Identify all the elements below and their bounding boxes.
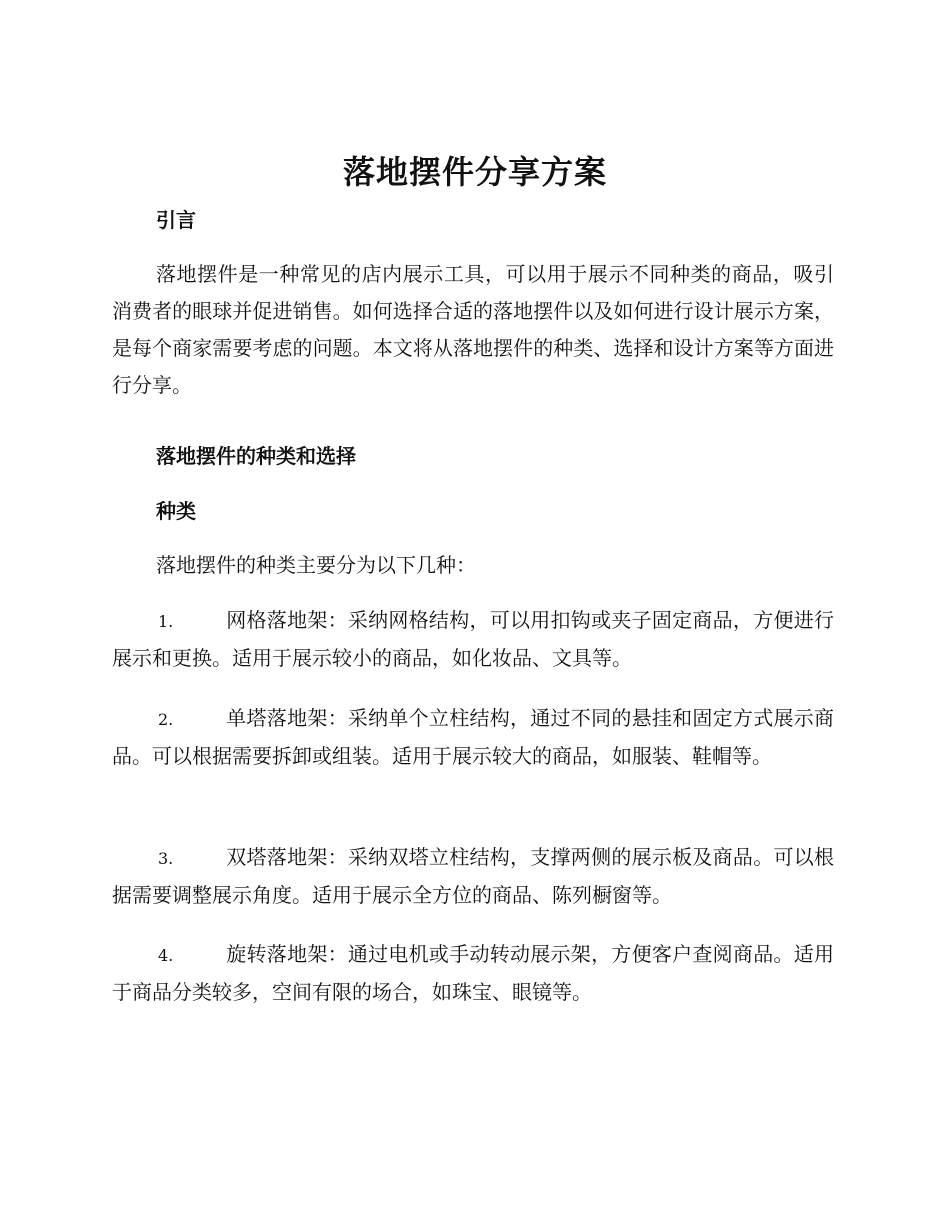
list-item [112, 839, 834, 914]
list-item [112, 700, 834, 775]
list-number: 1. [158, 612, 174, 631]
heading-intro: 引言 [156, 208, 196, 232]
list-item-text: 单塔落地架：采纳单个立柱结构，通过不同的悬挂和固定方式展示商品。可以根据需要拆卸或组装。适用于展示较大的商品，如服装、鞋帽等。 [112, 706, 834, 768]
heading-types: 种类 [156, 499, 196, 523]
list-item-text: 双塔落地架：采纳双塔立柱结构，支撑两侧的展示板及商品。可以根据需要调整展示角度。适用于展示全方位的商品、陈列橱窗等。 [112, 845, 834, 907]
heading-types-selection: 落地摆件的种类和选择 [156, 444, 356, 468]
list-number: 3. [158, 849, 174, 868]
page-title: 落地摆件分享方案 [342, 153, 607, 191]
list-item-text: 网格落地架：采纳网格结构，可以用扣钩或夹子固定商品，方便进行展示和更换。适用于展示较小的商品，如化妆品、文具等。 [112, 608, 834, 670]
paragraph-intro: 落地摆件是一种常见的店内展示工具，可以用于展示不同种类的商品，吸引消费者的眼球并促进销售。如何选择合适的落地摆件以及如何进行设计展示方案，是每个商家需要考虑的问题。本文将从落地摆件的种类、选择和设计方案等方面进行分享。 [112, 262, 834, 397]
list-number: 2. [158, 710, 174, 729]
list-item [112, 936, 834, 1011]
paragraph-types-intro: 落地摆件的种类主要分为以下几种： [156, 553, 476, 577]
list-item [112, 602, 834, 677]
list-number: 4. [158, 946, 174, 965]
list-item-text: 旋转落地架：通过电机或手动转动展示架，方便客户查阅商品。适用于商品分类较多，空间有限的场合，如珠宝、眼镜等。 [112, 942, 834, 1004]
